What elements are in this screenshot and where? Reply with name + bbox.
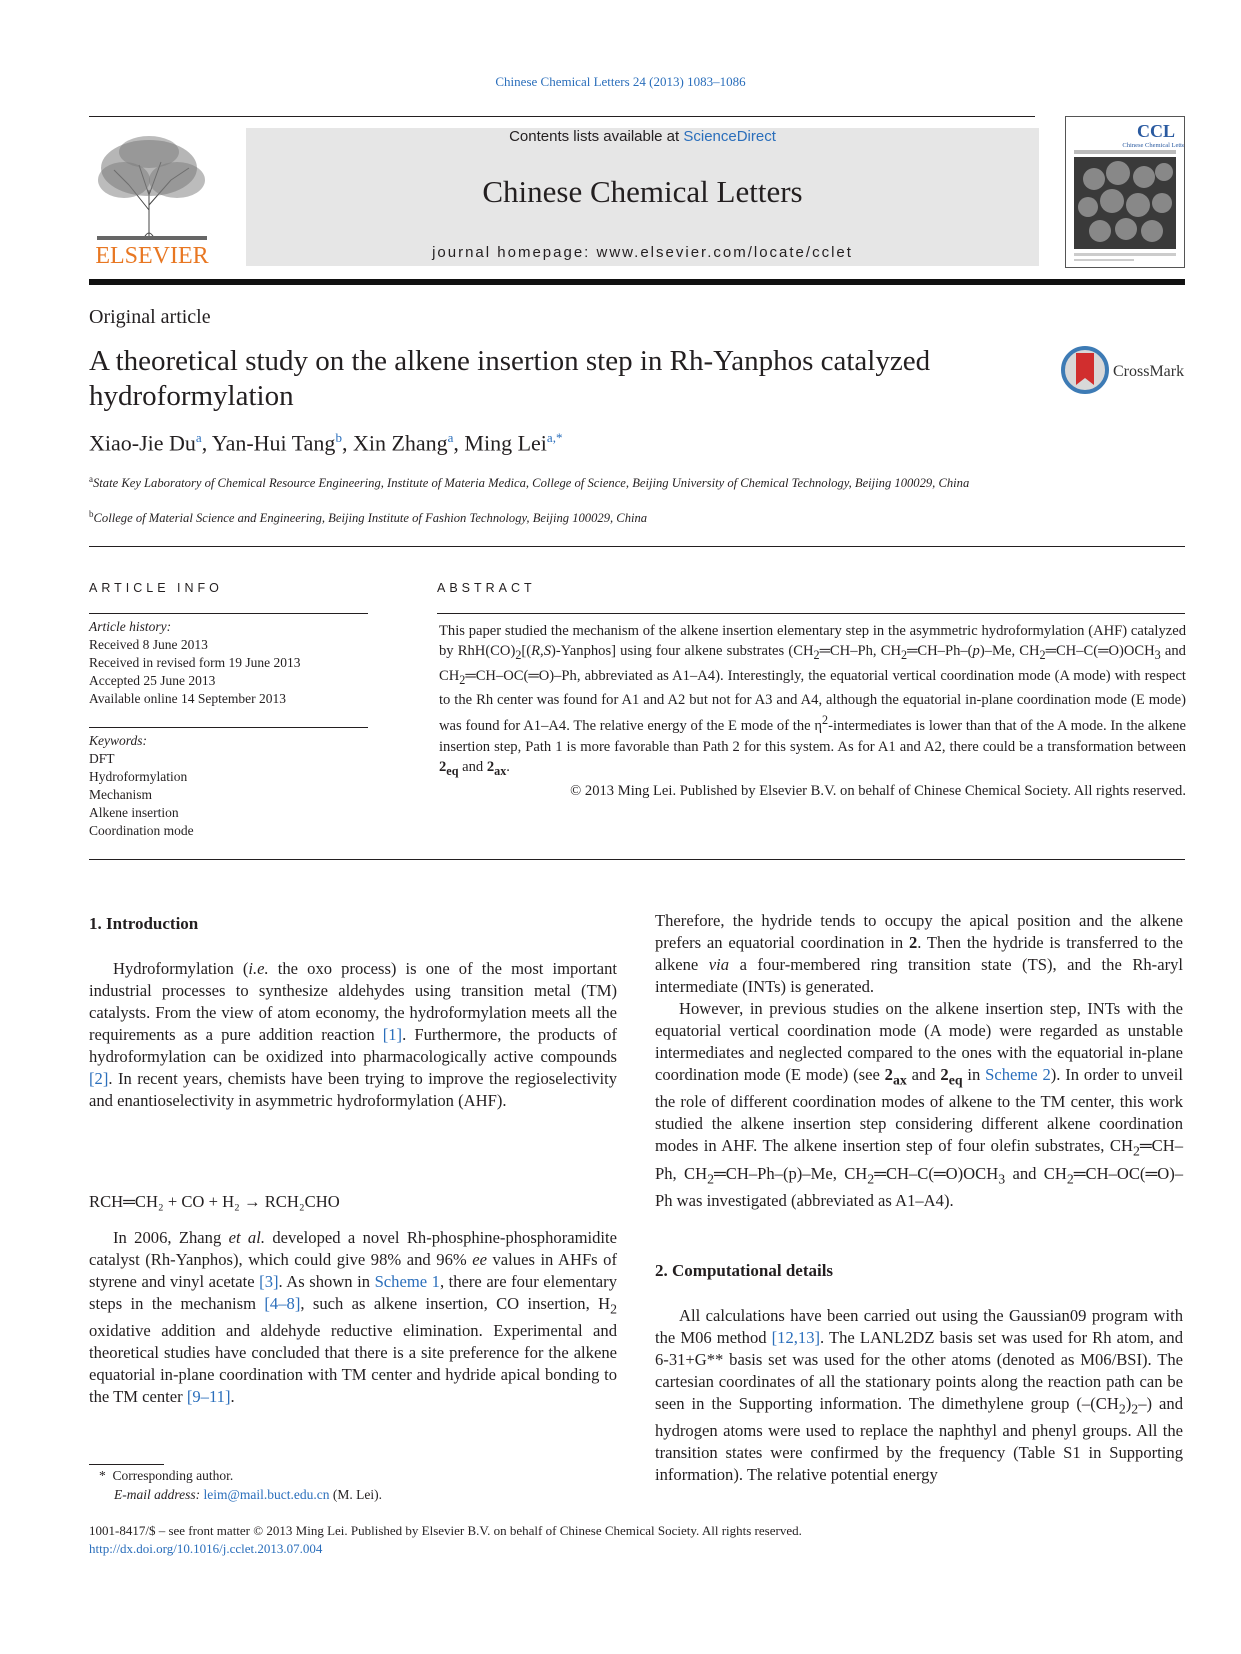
author-affiliation-mark[interactable]: a,* bbox=[546, 430, 563, 445]
author-name: Xiao-Jie Du bbox=[89, 430, 196, 456]
citation-link[interactable]: [12,13] bbox=[771, 1328, 821, 1347]
sciencedirect-link[interactable]: ScienceDirect bbox=[683, 128, 776, 145]
section-heading-computational: 2. Computational details bbox=[655, 1261, 834, 1280]
contents-prefix: Contents lists available at bbox=[509, 128, 684, 145]
doi-link[interactable]: http://dx.doi.org/10.1016/j.cclet.2013.07.004 bbox=[89, 1541, 323, 1556]
citation-link[interactable]: [1] bbox=[382, 1025, 403, 1044]
article-history bbox=[89, 618, 369, 708]
citation-link[interactable]: [4–8] bbox=[264, 1294, 301, 1313]
front-matter-text: 1001-8417/$ – see front matter © 2013 Ming Lei. Published by Elsevier B.V. on behalf of Chinese Chemical Society. All rights reserved. bbox=[89, 1523, 802, 1538]
elsevier-logo bbox=[89, 130, 215, 268]
author-name: Yan-Hui Tang bbox=[211, 430, 336, 456]
journal-title: Chinese Chemical Letters bbox=[482, 174, 803, 209]
info-rule bbox=[89, 613, 368, 614]
article-info-heading: ARTICLE INFO bbox=[89, 581, 223, 595]
email-label: E-mail address: bbox=[114, 1487, 201, 1502]
author-affiliation-mark[interactable]: a bbox=[447, 430, 454, 445]
corresponding-author: Corresponding author. bbox=[112, 1468, 234, 1483]
divider bbox=[89, 546, 1185, 547]
abstract-body bbox=[439, 621, 1186, 802]
keyword: Coordination mode bbox=[89, 823, 194, 838]
author-affiliation-mark[interactable]: a bbox=[195, 430, 202, 445]
crossmark-label: CrossMark bbox=[1113, 363, 1185, 380]
affiliation-mark: b bbox=[89, 509, 94, 519]
abstract-text: This paper studied the mechanism of the alkene insertion elementary step in the asymmetric hydroformylation (AHF) catalyzed by $RhH(CO)_2[(R,S)-Yanphos]$ using four alkene substrates ($CH_2═CH-Ph$, $CH_2═CH-Ph-(p)-Me$, $CH_2═CH-C(═O)OCH_3$ and $CH_2═CH-OC(═O)-Ph$, abbreviated as A1–A4). Interestingly, the equatorial vertical coordination mode (A mode) with respect to the Rh center was found for A1 and A2 but not for A3 and A4, although the equatorial in-plane coordination mode (E mode) was found for A1–A4. The relative energy of the E mode of the $\eta^2$-intermediates is lower than that of the A mode. In the alkene insertion step, Path 1 is more favorable than Path 2 for this system. As for A1 and A2, there could be a transformation between $2_{eq}$ and $2_{ax}$. bbox=[439, 623, 1186, 779]
author-name: Xin Zhang bbox=[352, 430, 448, 456]
keywords-label: Keywords: bbox=[89, 733, 147, 748]
affiliation-text: State Key Laboratory of Chemical Resource Engineering, Institute of Materia Medica, College of Science, Beijing University of Chemical Technology, Beijing 100029, China bbox=[93, 476, 970, 491]
affiliation-text: College of Material Science and Engineering, Beijing Institute of Fashion Technology, Beijing 100029, China bbox=[93, 511, 648, 526]
journal-cover-image bbox=[1066, 117, 1184, 267]
citation-link[interactable]: [2] bbox=[89, 1069, 109, 1088]
scheme-link[interactable]: Scheme 2 bbox=[985, 1065, 1051, 1084]
citation-link[interactable]: [9–11] bbox=[186, 1387, 231, 1407]
crossmark-badge[interactable] bbox=[1061, 345, 1191, 397]
scheme-link[interactable]: Scheme 1 bbox=[374, 1272, 440, 1291]
affiliation-mark: a bbox=[89, 474, 93, 484]
keyword: Alkene insertion bbox=[89, 805, 179, 820]
abstract-rule bbox=[437, 613, 1185, 614]
intro-paragraph-2: In 2006, Zhang et al. developed a novel Rh-phosphine-phosphoramidite catalyst (Rh-Yanphos), which could give 98% and 96% ee values in AHFs of styrene and vinyl acetate [3]. As shown in Scheme 1, there are four elementary steps in the mechanism [4–8], such as alkene insertion, CO insertion, $H_2$ oxidative addition and aldehyde reductive elimination. Experimental and theoretical studies have concluded that there is a site preference for the alkene equatorial in-plane coordination with TM center and hydride apical bonding to the TM center [9–11]. bbox=[89, 1228, 617, 1407]
abstract-copyright: © 2013 Ming Lei. Published by Elsevier B.V. on behalf of Chinese Chemical Society. All rights reserved. bbox=[570, 783, 1186, 800]
computational-paragraph: All calculations have been carried out using the Gaussian09 program with the M06 method [12,13]. The LANL2DZ basis set was used for Rh atom, and 6-31+G** basis set was used for the other atoms (denoted as M06/BSI). The cartesian coordinates of all the stationary points along the reaction path can be seen in the Supporting information. The dimethylene group $(-(CH_2)_2-)$ and hydrogen atoms were used to replace the naphthyl and phenyl groups. All the transition states were confirmed by the frequency (Table S1 in Supporting information). The relative potential energy bbox=[655, 1306, 1184, 1485]
citation-link[interactable]: [3] bbox=[259, 1272, 279, 1291]
affiliation-a bbox=[89, 471, 1049, 492]
history-item: Received 8 June 2013 bbox=[89, 637, 208, 652]
author-affiliation-mark[interactable]: b bbox=[335, 430, 342, 445]
header-thick-rule bbox=[89, 279, 1185, 285]
history-item: Accepted 25 June 2013 bbox=[89, 673, 216, 688]
crossmark-icon[interactable] bbox=[1061, 345, 1191, 397]
article-type: Original article bbox=[89, 306, 211, 328]
footnote: * Corresponding author. E-mail address: leim@mail.buct.edu.cn (M. Lei). bbox=[99, 1468, 383, 1502]
intro-paragraph-1: Hydroformylation (i.e. the oxo process) is one of the most important industrial processes to synthesize aldehydes using transition metal (TM) catalysts. From the view of atom economy, the hydroformylation meets all the requirements as a pure addition reaction [1]. Furthermore, the products of hydroformylation can be oxidized into pharmacologically active compounds [2]. In recent years, chemists have been trying to improve the regioselectivity and enantioselectivity in asymmetric hydroformylation (AHF). bbox=[89, 959, 618, 1110]
keyword: DFT bbox=[89, 751, 115, 766]
journal-reference[interactable]: Chinese Chemical Letters 24 (2013) 1083–1086 bbox=[495, 74, 746, 89]
article-title: A theoretical study on the alkene insertion step in Rh-Yanphos catalyzed hydroformylation bbox=[89, 345, 931, 412]
cover-title: Chinese Chemical Letters bbox=[1122, 142, 1184, 149]
contents-line bbox=[246, 128, 1039, 145]
author-name: Ming Lei bbox=[464, 430, 547, 456]
abstract-heading: ABSTRACT bbox=[437, 581, 536, 595]
history-label: Article history: bbox=[89, 619, 172, 634]
footnote-rule bbox=[89, 1464, 164, 1465]
publisher-name: ELSEVIER bbox=[95, 243, 209, 268]
front-matter bbox=[89, 1522, 802, 1558]
elsevier-tree-icon bbox=[89, 130, 215, 268]
divider bbox=[89, 859, 1185, 860]
journal-homepage[interactable]: journal homepage: www.elsevier.com/locate/cclet bbox=[432, 244, 853, 261]
history-item: Received in revised form 19 June 2013 bbox=[89, 655, 301, 670]
keywords-block bbox=[89, 732, 369, 840]
email-suffix: (M. Lei). bbox=[329, 1487, 383, 1502]
cover-abbrev: CCL bbox=[1136, 121, 1176, 141]
intro-paragraph-3: Therefore, the hydride tends to occupy the apical position and the alkene prefers an equatorial coordination in 2. Then the hydride is transferred to the alkene via a four-membered ring transition state (TS), and the Rh-aryl intermediate (INTs) is generated. However, in previous studies on the alkene insertion step, INTs with the equatorial vertical coordination mode (A mode) were regarded as unstable intermediates and neglected compared to the ones with the equatorial in-plane coordination mode (E mode) (see $2_{ax}$ and $2_{eq}$ in Scheme 2). In order to unveil the role of different coordination modes of alkene to the TM center, this work studied the alkene insertion step considering different alkene coordination modes in AHF. The alkene insertion step of four olefin substrates, $CH_2═CH-Ph$, $CH_2═CH-Ph-(p)-Me$, $CH_2═CH-C(═O)OCH_3$ and $CH_2═CH-OC(═O)-Ph$ was investigated (abbreviated as A1–A4). bbox=[655, 911, 1184, 1210]
journal-banner bbox=[246, 128, 1039, 266]
journal-cover bbox=[1065, 116, 1185, 268]
history-item: Available online 14 September 2013 bbox=[89, 691, 286, 706]
reaction-equation: RCH═CH₂ + CO + H₂ → RCH₂CHO bbox=[89, 1192, 340, 1211]
affiliation-b bbox=[89, 506, 1049, 527]
author-list: Xiao-Jie Du$^a$, Yan-Hui Tang$^b$, Xin Zhang$^a$, Ming Lei$^{a,*}$ bbox=[89, 430, 563, 456]
keyword: Hydroformylation bbox=[89, 769, 188, 784]
email-link[interactable]: leim@mail.buct.edu.cn bbox=[203, 1487, 330, 1502]
header-rule bbox=[89, 116, 1035, 117]
section-heading-introduction: 1. Introduction bbox=[89, 914, 199, 933]
keyword: Mechanism bbox=[89, 787, 152, 802]
info-rule bbox=[89, 727, 368, 728]
